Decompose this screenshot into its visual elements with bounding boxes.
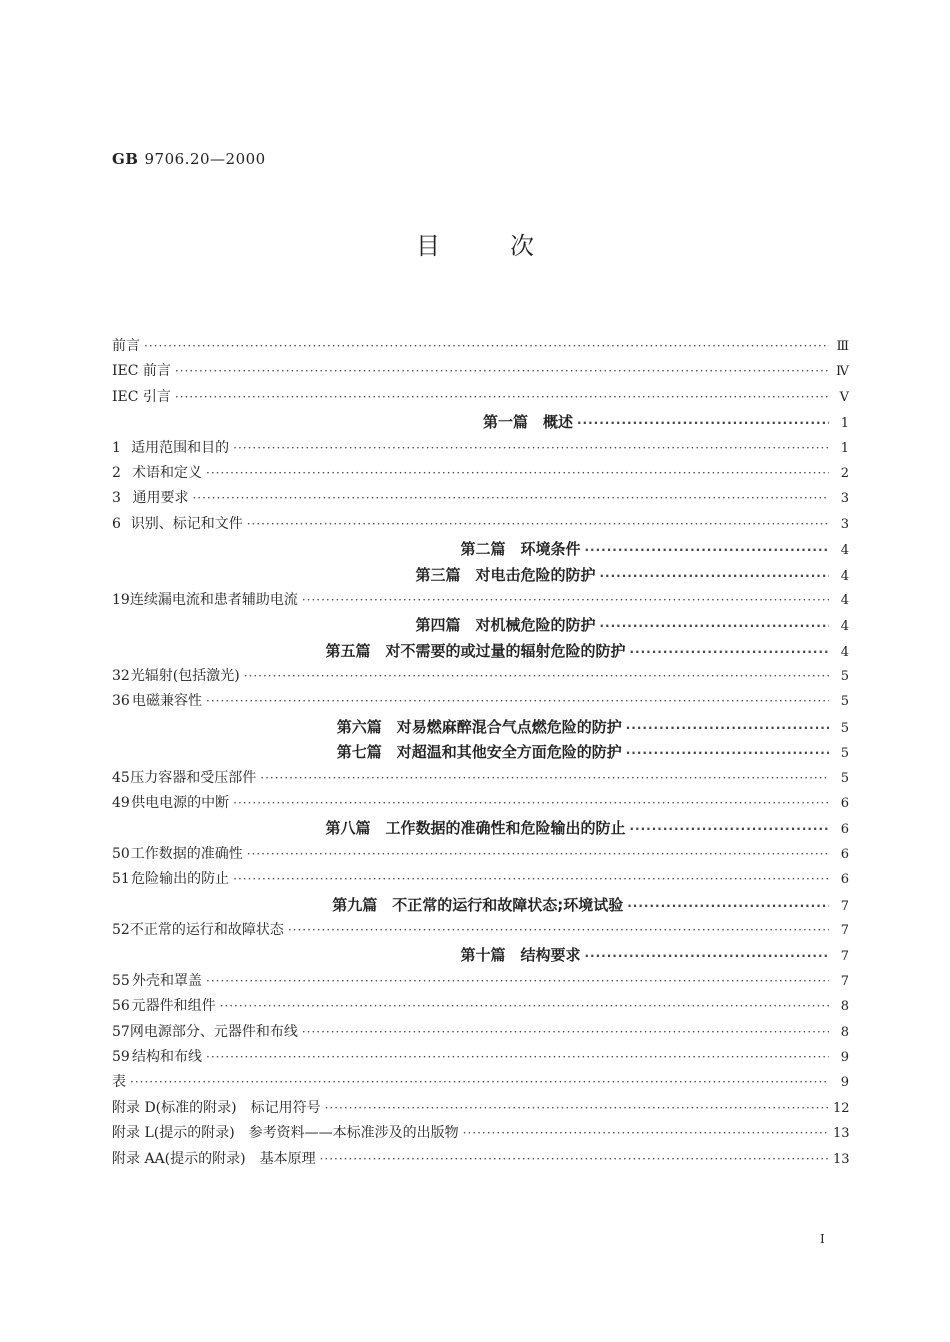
toc-entry-label: 第八篇 工作数据的准确性和危险输出的防止: [325, 819, 626, 838]
toc-leader-dots: [233, 441, 829, 455]
toc-entry-number: 32: [112, 668, 130, 685]
toc-entry-page: 7: [840, 973, 849, 989]
toc-entry-number: 45: [112, 769, 130, 786]
toc-leader-dots: [175, 390, 829, 404]
title-char-1: 目: [416, 232, 440, 260]
toc-entry-label: 附录 D(标准的附录) 标记用符号: [112, 1099, 321, 1116]
toc-leader-dots: [260, 771, 829, 785]
title-char-2: 次: [510, 232, 534, 260]
toc-entry-label: IEC 引言: [112, 388, 171, 405]
toc-leader-dots: [175, 364, 829, 378]
toc-leader-dots: [463, 1126, 829, 1140]
toc-entry[interactable]: [112, 1122, 849, 1147]
toc-entry[interactable]: [112, 690, 849, 715]
toc-entry-label: 第九篇 不正常的运行和故障状态;环境试验: [332, 895, 624, 914]
toc-entry-page: 3: [840, 491, 849, 507]
toc-entry-page: 1: [840, 416, 849, 432]
toc-entry-number: 3: [112, 490, 121, 507]
toc-entry-number: 36: [112, 693, 130, 710]
toc-entry-label: 不正常的运行和故障状态: [129, 921, 284, 938]
page-number: I: [820, 1232, 825, 1246]
toc-entry-page: 5: [840, 694, 849, 710]
toc-entry[interactable]: [112, 792, 849, 817]
toc-leader-dots: [585, 543, 830, 557]
toc-entry-page: 7: [840, 949, 849, 965]
toc-leader-dots: [247, 847, 829, 861]
toc-entry-number: 52: [112, 921, 130, 938]
toc-entry[interactable]: [112, 386, 849, 411]
toc-leader-dots: [233, 872, 829, 886]
toc-leader-dots: [302, 593, 829, 607]
toc-entry[interactable]: [112, 513, 849, 538]
toc-entry-label: 术语和定义: [132, 464, 203, 481]
toc-entry-label: 通用要求: [132, 490, 189, 507]
toc-entry-label: 第一篇 概述: [482, 413, 573, 432]
toc-entry[interactable]: [112, 589, 849, 614]
toc-entry[interactable]: [112, 640, 849, 665]
toc-entry[interactable]: [112, 944, 849, 969]
toc-entry-label: 供电电源的中断: [131, 795, 230, 812]
toc-entry[interactable]: [112, 970, 849, 995]
table-of-contents: [112, 335, 849, 1173]
toc-entry-number: 55: [112, 972, 130, 989]
toc-entry-page: 1: [840, 440, 849, 456]
toc-entry-label: 第二篇 环境条件: [460, 540, 581, 559]
toc-entry[interactable]: [112, 894, 849, 919]
toc-entry-label: 元器件和组件: [131, 998, 216, 1015]
toc-entry-label: 前言: [112, 338, 140, 354]
toc-entry[interactable]: [112, 411, 849, 436]
toc-leader-dots: [192, 491, 829, 505]
document-header: [112, 150, 266, 168]
toc-entry-label: 附录 L(提示的附录) 参考资料——本标准涉及的出版物: [112, 1125, 459, 1142]
toc-entry[interactable]: [112, 843, 849, 868]
toc-entry-number: 59: [112, 1048, 130, 1065]
toc-entry-label: 连续漏电流和患者辅助电流: [129, 591, 298, 608]
toc-entry-label: 第六篇 对易燃麻醉混合气点燃危险的防护: [336, 717, 622, 736]
toc-leader-dots: [626, 746, 829, 760]
toc-entry-label: IEC 前言: [112, 363, 171, 380]
toc-entry[interactable]: [112, 741, 849, 766]
toc-leader-dots: [585, 949, 830, 963]
toc-entry[interactable]: [112, 462, 849, 487]
toc-entry[interactable]: [112, 1097, 849, 1122]
toc-entry-number: 19: [112, 591, 130, 608]
standard-code: GB: [112, 150, 139, 168]
toc-entry-label: 第七篇 对超温和其他安全方面危险的防护: [336, 743, 622, 762]
toc-leader-dots: [630, 822, 830, 836]
toc-entry[interactable]: [112, 487, 849, 512]
toc-leader-dots: [247, 517, 829, 531]
toc-entry-label: 外壳和罩盖: [132, 972, 203, 989]
toc-entry-label: 压力容器和受压部件: [130, 769, 257, 786]
toc-leader-dots: [233, 796, 829, 810]
toc-entry-page: 4: [840, 568, 849, 584]
toc-entry[interactable]: [112, 665, 849, 690]
toc-entry-page: 8: [840, 999, 849, 1015]
toc-leader-dots: [206, 466, 829, 480]
toc-entry-page: 4: [840, 543, 849, 559]
toc-leader-dots: [320, 1152, 829, 1166]
toc-entry-page: 4: [840, 644, 849, 660]
toc-entry-number: 1: [112, 439, 121, 456]
toc-entry-number: 49: [112, 795, 130, 812]
toc-leader-dots: [577, 416, 829, 430]
toc-entry[interactable]: [112, 1046, 849, 1071]
toc-entry-page: 6: [840, 846, 849, 862]
toc-leader-dots: [600, 569, 830, 583]
toc-entry[interactable]: [112, 716, 849, 741]
toc-entry-page: 7: [840, 898, 849, 914]
toc-leader-dots: [244, 669, 829, 683]
toc-entry[interactable]: [112, 995, 849, 1020]
toc-entry-page: 4: [840, 592, 849, 608]
toc-entry-label: 第四篇 对机械危险的防护: [415, 616, 596, 635]
toc-entry-number: 6: [112, 515, 121, 532]
toc-entry-label: 适用范围和目的: [131, 439, 230, 456]
toc-entry-number: 50: [112, 845, 130, 862]
standard-number: 9706.20—2000: [144, 150, 266, 168]
toc-entry-page: Ⅲ: [836, 339, 849, 354]
toc-entry[interactable]: [112, 817, 849, 842]
toc-entry-page: Ⅴ: [839, 389, 849, 405]
toc-entry[interactable]: [112, 437, 849, 462]
toc-entry-label: 第五篇 对不需要的或过量的辐射危险的防护: [325, 641, 626, 660]
toc-entry[interactable]: [112, 1071, 849, 1096]
toc-entry-page: 6: [840, 822, 849, 838]
toc-entry-page: 12: [833, 1100, 850, 1116]
toc-entry[interactable]: [112, 538, 849, 563]
toc-entry-page: Ⅳ: [836, 364, 849, 380]
toc-entry-page: 3: [840, 516, 849, 532]
toc-entry-label: 附录 AA(提示的附录) 基本原理: [112, 1150, 316, 1167]
toc-entry-page: 4: [840, 619, 849, 635]
toc-entry-label: 危险输出的防止: [131, 871, 230, 888]
toc-entry-label: 网电源部分、元器件和布线: [129, 1023, 298, 1040]
toc-entry[interactable]: [112, 868, 849, 893]
toc-entry-page: 9: [840, 1049, 849, 1065]
page-title: [0, 226, 950, 261]
toc-entry-page: 5: [840, 669, 849, 685]
toc-leader-dots: [220, 999, 829, 1013]
toc-entry[interactable]: [112, 1148, 849, 1173]
toc-entry-number: 51: [112, 871, 130, 888]
toc-entry-label: 识别、标记和文件: [130, 515, 243, 532]
toc-leader-dots: [130, 1075, 829, 1089]
toc-entry-page: 7: [840, 922, 849, 938]
toc-entry-label: 结构和布线: [132, 1048, 203, 1065]
toc-entry-label: 电磁兼容性: [132, 693, 203, 710]
toc-entry-number: 2: [112, 464, 121, 481]
toc-leader-dots: [206, 1050, 829, 1064]
toc-entry[interactable]: [112, 1021, 849, 1046]
toc-entry[interactable]: [112, 335, 849, 360]
toc-entry[interactable]: [112, 767, 849, 792]
toc-entry-label: 光辐射(包括激光): [130, 668, 240, 685]
toc-entry-page: 13: [833, 1126, 850, 1142]
toc-entry-page: 9: [840, 1075, 849, 1091]
toc-entry-page: 5: [840, 770, 849, 786]
toc-entry-number: 56: [112, 998, 130, 1015]
toc-entry-label: 表: [112, 1074, 126, 1091]
toc-entry-page: 2: [840, 465, 849, 481]
toc-leader-dots: [626, 721, 829, 735]
toc-leader-dots: [144, 339, 829, 353]
toc-entry-page: 6: [840, 872, 849, 888]
toc-leader-dots: [325, 1101, 829, 1115]
toc-entry-page: 8: [840, 1024, 849, 1040]
toc-entry-page: 13: [833, 1151, 850, 1167]
toc-entry-label: 第三篇 对电击危险的防护: [415, 565, 596, 584]
toc-entry-page: 6: [840, 796, 849, 812]
toc-leader-dots: [302, 1025, 829, 1039]
toc-entry-label: 第十篇 结构要求: [460, 946, 581, 965]
toc-leader-dots: [288, 923, 829, 937]
toc-entry[interactable]: [112, 919, 849, 944]
toc-leader-dots: [206, 974, 829, 988]
toc-leader-dots: [206, 694, 829, 708]
toc-entry-number: 57: [112, 1023, 130, 1040]
toc-leader-dots: [600, 619, 830, 633]
toc-entry[interactable]: [112, 614, 849, 639]
toc-entry[interactable]: [112, 564, 849, 589]
toc-leader-dots: [627, 899, 829, 913]
toc-entry-label: 工作数据的准确性: [130, 845, 243, 862]
toc-entry[interactable]: [112, 360, 849, 385]
toc-leader-dots: [630, 645, 830, 659]
toc-entry-page: 5: [840, 720, 849, 736]
toc-entry-page: 5: [840, 746, 849, 762]
